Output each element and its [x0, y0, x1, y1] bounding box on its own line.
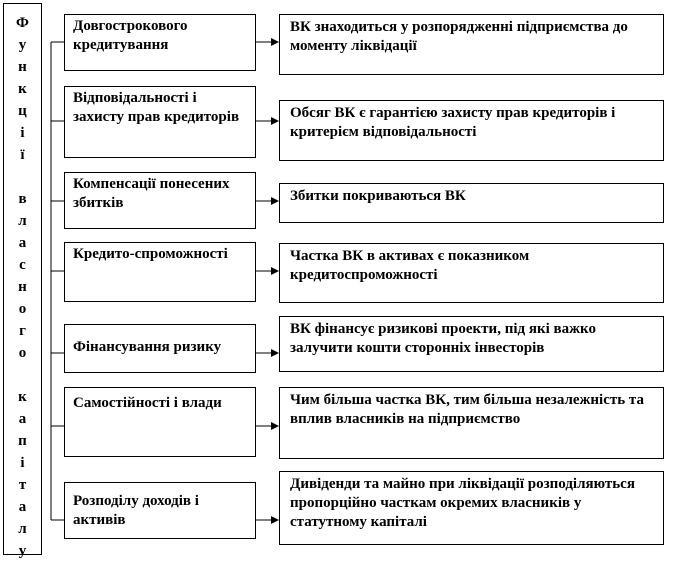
title-letter: с [19, 257, 26, 273]
title-letter: о [18, 301, 27, 317]
description-box [279, 316, 664, 372]
description-box [279, 243, 664, 303]
function-label: Довгострокового кредитування [73, 18, 188, 53]
title-letter: г [19, 323, 26, 339]
function-description: Частка ВК в активах є показником кредитоспроможності [290, 248, 530, 283]
function-box [64, 387, 256, 457]
title-letter: у [18, 543, 27, 559]
function-description: ВК фінансує ризикові проекти, під які важко залучити кошти сторонніх інвесторів [290, 321, 596, 356]
title-letter: н [18, 59, 27, 75]
title-letter: л [18, 521, 27, 537]
function-box [64, 172, 256, 229]
title-letter: н [18, 279, 27, 295]
title-letter: і [20, 125, 25, 141]
title-letter: к [18, 81, 27, 97]
description-box [279, 100, 664, 161]
title-letter: к [18, 389, 27, 405]
description-box [279, 14, 664, 75]
title-letter: л [18, 213, 27, 229]
function-box [64, 86, 256, 158]
function-description: Збитки покриваються ВК [290, 188, 466, 204]
function-box [64, 482, 256, 539]
function-description: ВК знаходиться у розпорядженні підприємства до моменту ліквідації [290, 19, 628, 54]
title-letter: ц [18, 103, 27, 119]
title-letter: п [18, 433, 27, 449]
description-box [279, 471, 664, 545]
function-description: Обсяг ВК є гарантією захисту прав кредиторів і критерієм відповідальності [290, 105, 616, 140]
function-description: Дивіденди та майно при ліквідації розподіляються пропорційно часткам окремих власників у статутному капіталі [290, 476, 635, 530]
function-label: Фінансування ризику [73, 339, 222, 355]
title-letter: у [18, 37, 27, 53]
function-label: Кредито-спроможності [73, 246, 228, 262]
title-letter: о [18, 345, 27, 361]
function-label: Відповідальності і захисту прав кредиторів [73, 90, 240, 125]
title-letter: т [18, 477, 27, 493]
title-letter: в [18, 191, 27, 207]
title-letter: а [18, 411, 27, 427]
function-description: Чим більша частка ВК, тим більша незалежність та вплив власників на підприємство [290, 392, 644, 427]
function-label: Самостійності і влади [73, 395, 222, 411]
function-box [64, 14, 256, 71]
title-letter: Ф [16, 15, 29, 31]
function-label: Компенсації понесених збитків [73, 176, 230, 211]
title-letter: ї [20, 147, 25, 163]
description-box [279, 183, 664, 223]
function-box [64, 242, 256, 302]
function-box [64, 324, 256, 373]
title-letter: а [18, 499, 27, 515]
title-letter: і [20, 455, 25, 471]
description-box [279, 387, 664, 459]
function-label: Розподілу доходів і активів [73, 492, 199, 528]
title-letter: а [18, 235, 27, 251]
